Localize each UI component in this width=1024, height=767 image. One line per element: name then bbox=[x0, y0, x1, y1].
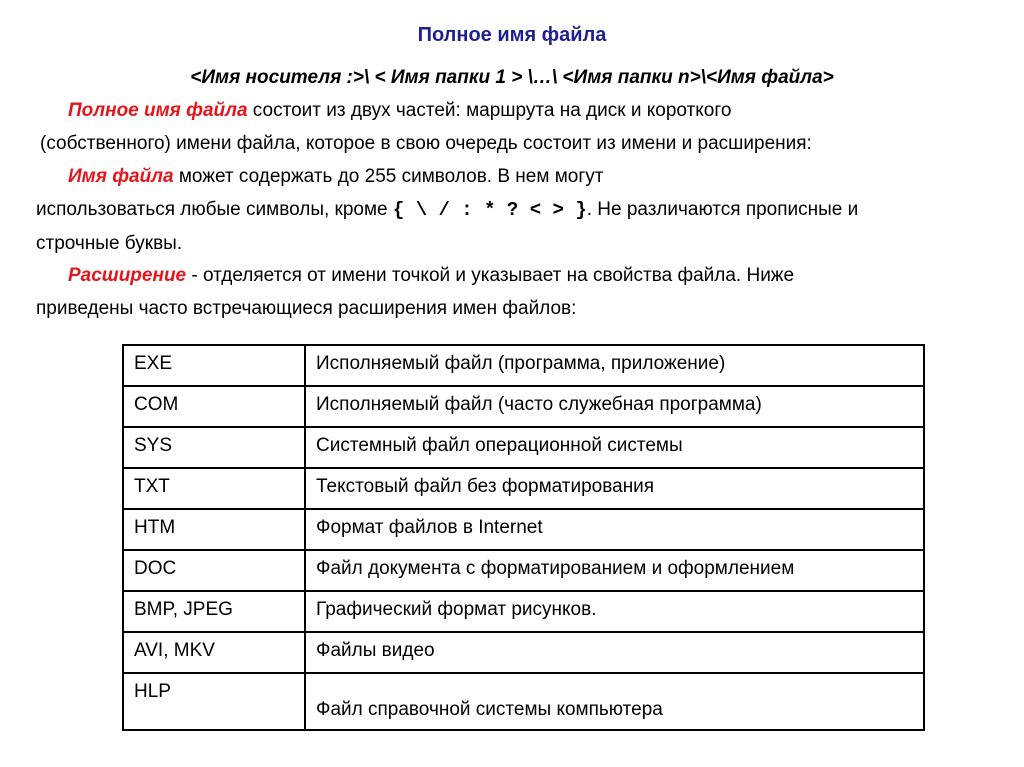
paragraph-full-name bbox=[36, 94, 812, 160]
extension-cell: SYS bbox=[123, 427, 305, 468]
table-row bbox=[123, 673, 924, 730]
table-row bbox=[123, 509, 924, 550]
extensions-table bbox=[122, 344, 925, 731]
extension-cell: HLP bbox=[123, 673, 305, 730]
description-cell: Формат файлов в Internet bbox=[305, 509, 924, 550]
description-cell: Системный файл операционной системы bbox=[305, 427, 924, 468]
forbidden-symbols: { \ / : * ? < > } bbox=[392, 199, 587, 221]
extension-cell: EXE bbox=[123, 345, 305, 386]
table-row bbox=[123, 591, 924, 632]
description-cell: Исполняемый файл (программа, приложение) bbox=[305, 345, 924, 386]
table-row bbox=[123, 632, 924, 673]
description-cell: Файл документа с форматированием и оформлением bbox=[305, 550, 924, 591]
paragraph-text: приведены часто встречающиеся расширения имен файлов: bbox=[36, 298, 577, 319]
term-extension: Расширение bbox=[68, 265, 187, 286]
description-cell: Исполняемый файл (часто служебная программа) bbox=[305, 386, 924, 427]
term-full-name: Полное имя файла bbox=[68, 100, 248, 121]
extension-cell: BMP, JPEG bbox=[123, 591, 305, 632]
paragraph-text: (собственного) имени файла, которое в свою очередь состоит из имени и расширения: bbox=[40, 133, 812, 154]
paragraph-text: состоит из двух частей: маршрута на диск и короткого bbox=[247, 100, 732, 121]
extension-cell: TXT bbox=[123, 468, 305, 509]
extension-cell: HTM bbox=[123, 509, 305, 550]
description-cell: Текстовый файл без форматирования bbox=[305, 468, 924, 509]
paragraph-text: - отделяется от имени точкой и указывает на свойства файла. Ниже bbox=[186, 265, 795, 286]
term-file-name: Имя файла bbox=[68, 166, 174, 187]
description-cell: Графический формат рисунков. bbox=[305, 591, 924, 632]
paragraph-text: может содержать до 255 символов. В нем могут bbox=[173, 166, 604, 187]
paragraph-text: использоваться любые символы, кроме bbox=[36, 199, 393, 220]
extension-cell: AVI, MKV bbox=[123, 632, 305, 673]
table-row bbox=[123, 468, 924, 509]
page-title: Полное имя файла bbox=[417, 24, 607, 46]
description-cell: Файлы видео bbox=[305, 632, 924, 673]
table-row bbox=[123, 550, 924, 591]
paragraph-text: строчные буквы. bbox=[36, 233, 183, 254]
paragraph-text: . Не различаются прописные и bbox=[586, 199, 859, 220]
extension-cell: COM bbox=[123, 386, 305, 427]
paragraph-extension bbox=[36, 259, 794, 325]
extension-cell: DOC bbox=[123, 550, 305, 591]
table-row bbox=[123, 386, 924, 427]
table-row bbox=[123, 345, 924, 386]
paragraph-file-name bbox=[36, 160, 858, 260]
description-cell: Файл справочной системы компьютера bbox=[305, 673, 924, 730]
table-row bbox=[123, 427, 924, 468]
full-name-formula: <Имя носителя :>\ < Имя папки 1 > \…\ <Имя папки n>\<Имя файла> bbox=[190, 67, 834, 88]
